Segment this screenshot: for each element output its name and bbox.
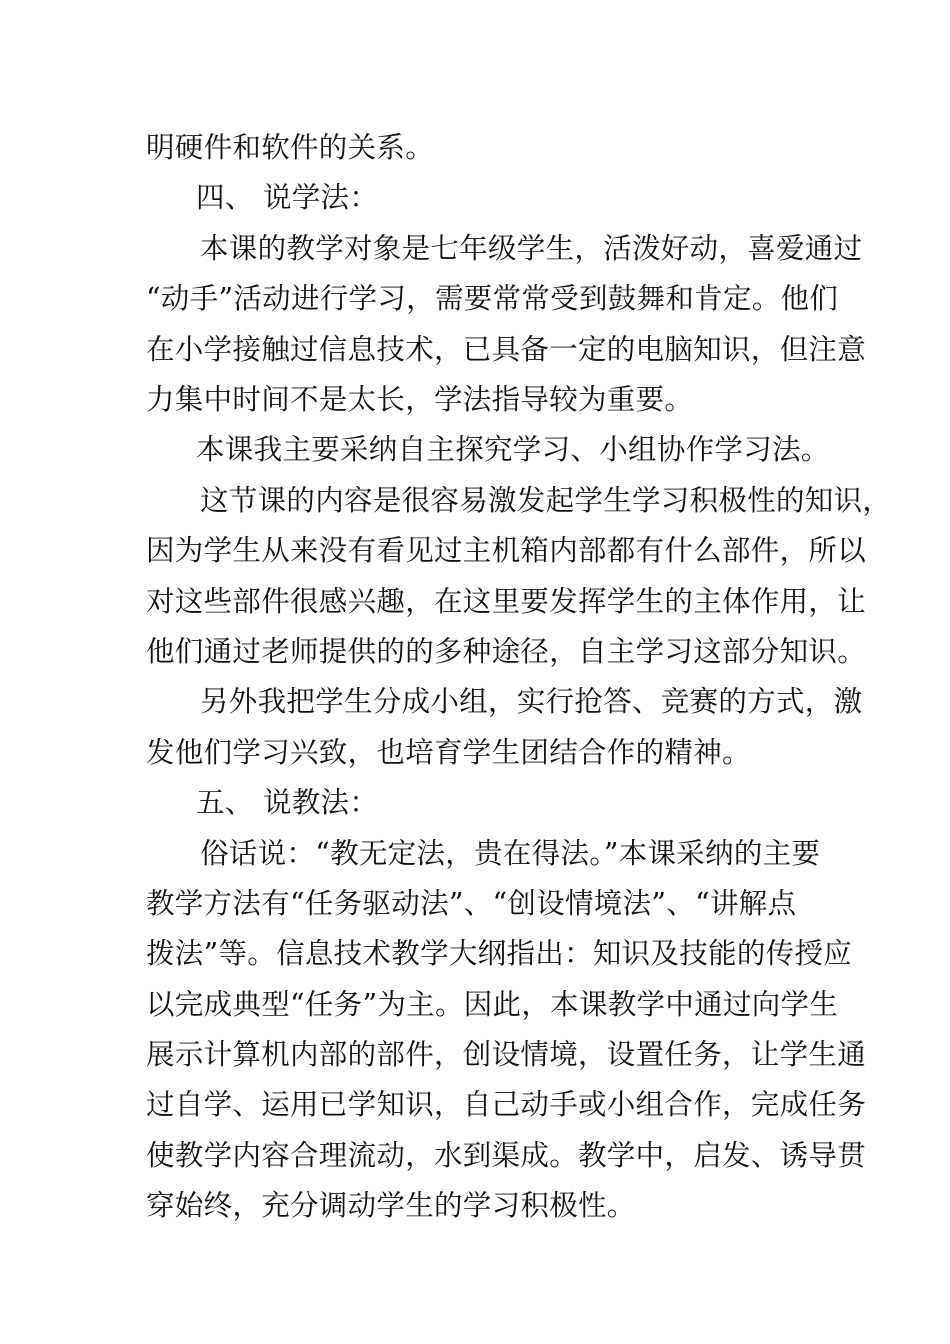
text-line: 这节课的内容是很容易激发起学生学习积极性的知识， bbox=[200, 484, 892, 517]
text-line: “动手”活动进行学习，需要常常受到鼓舞和肯定。他们 bbox=[146, 282, 839, 315]
text-line: 在小学接触过信息技术，已具备一定的电脑知识，但注意 bbox=[146, 333, 867, 366]
text-line: 明硬件和软件的关系。 bbox=[146, 131, 435, 164]
text-line: 过自学、运用已学知识，自己动手或小组合作，完成任务 bbox=[146, 1088, 867, 1121]
text-line: 本课的教学对象是七年级学生，活泼好动，喜爱通过 bbox=[200, 232, 863, 265]
text-line: 拨法”等。信息技术教学大纲指出：知识及技能的传授应 bbox=[146, 937, 853, 970]
text-line: 他们通过老师提供的的多种途径，自主学习这部分知识。 bbox=[146, 635, 867, 668]
text-line: 使教学内容合理流动，水到渠成。教学中，启发、诱导贯 bbox=[146, 1139, 867, 1172]
text-line: 以完成典型“任务”为主。因此，本课教学中通过向学生 bbox=[146, 988, 839, 1021]
text-line: 俗话说：“教无定法，贵在得法。”本课采纳的主要 bbox=[200, 837, 821, 870]
section-heading: 五、 说教法： bbox=[196, 786, 379, 819]
text-line: 穿始终，充分调动学生的学习积极性。 bbox=[146, 1189, 636, 1222]
text-line: 展示计算机内部的部件，创设情境，设置任务，让学生通 bbox=[146, 1038, 867, 1071]
text-line: 因为学生从来没有看见过主机箱内部都有什么部件，所以 bbox=[146, 534, 867, 567]
text-line: 教学方法有“任务驱动法”、“创设情境法”、“讲解点 bbox=[146, 887, 797, 920]
section-heading: 四、 说学法： bbox=[196, 181, 379, 214]
text-line: 另外我把学生分成小组，实行抢答、竞赛的方式，激 bbox=[200, 685, 863, 718]
text-line: 发他们学习兴致，也培育学生团结合作的精神。 bbox=[146, 736, 751, 769]
text-line: 力集中时间不是太长，学法指导较为重要。 bbox=[146, 383, 694, 416]
text-line: 对这些部件很感兴趣，在这里要发挥学生的主体作用，让 bbox=[146, 585, 867, 618]
text-line: 本课我主要采纳自主探究学习、小组协作学习法。 bbox=[196, 433, 830, 466]
